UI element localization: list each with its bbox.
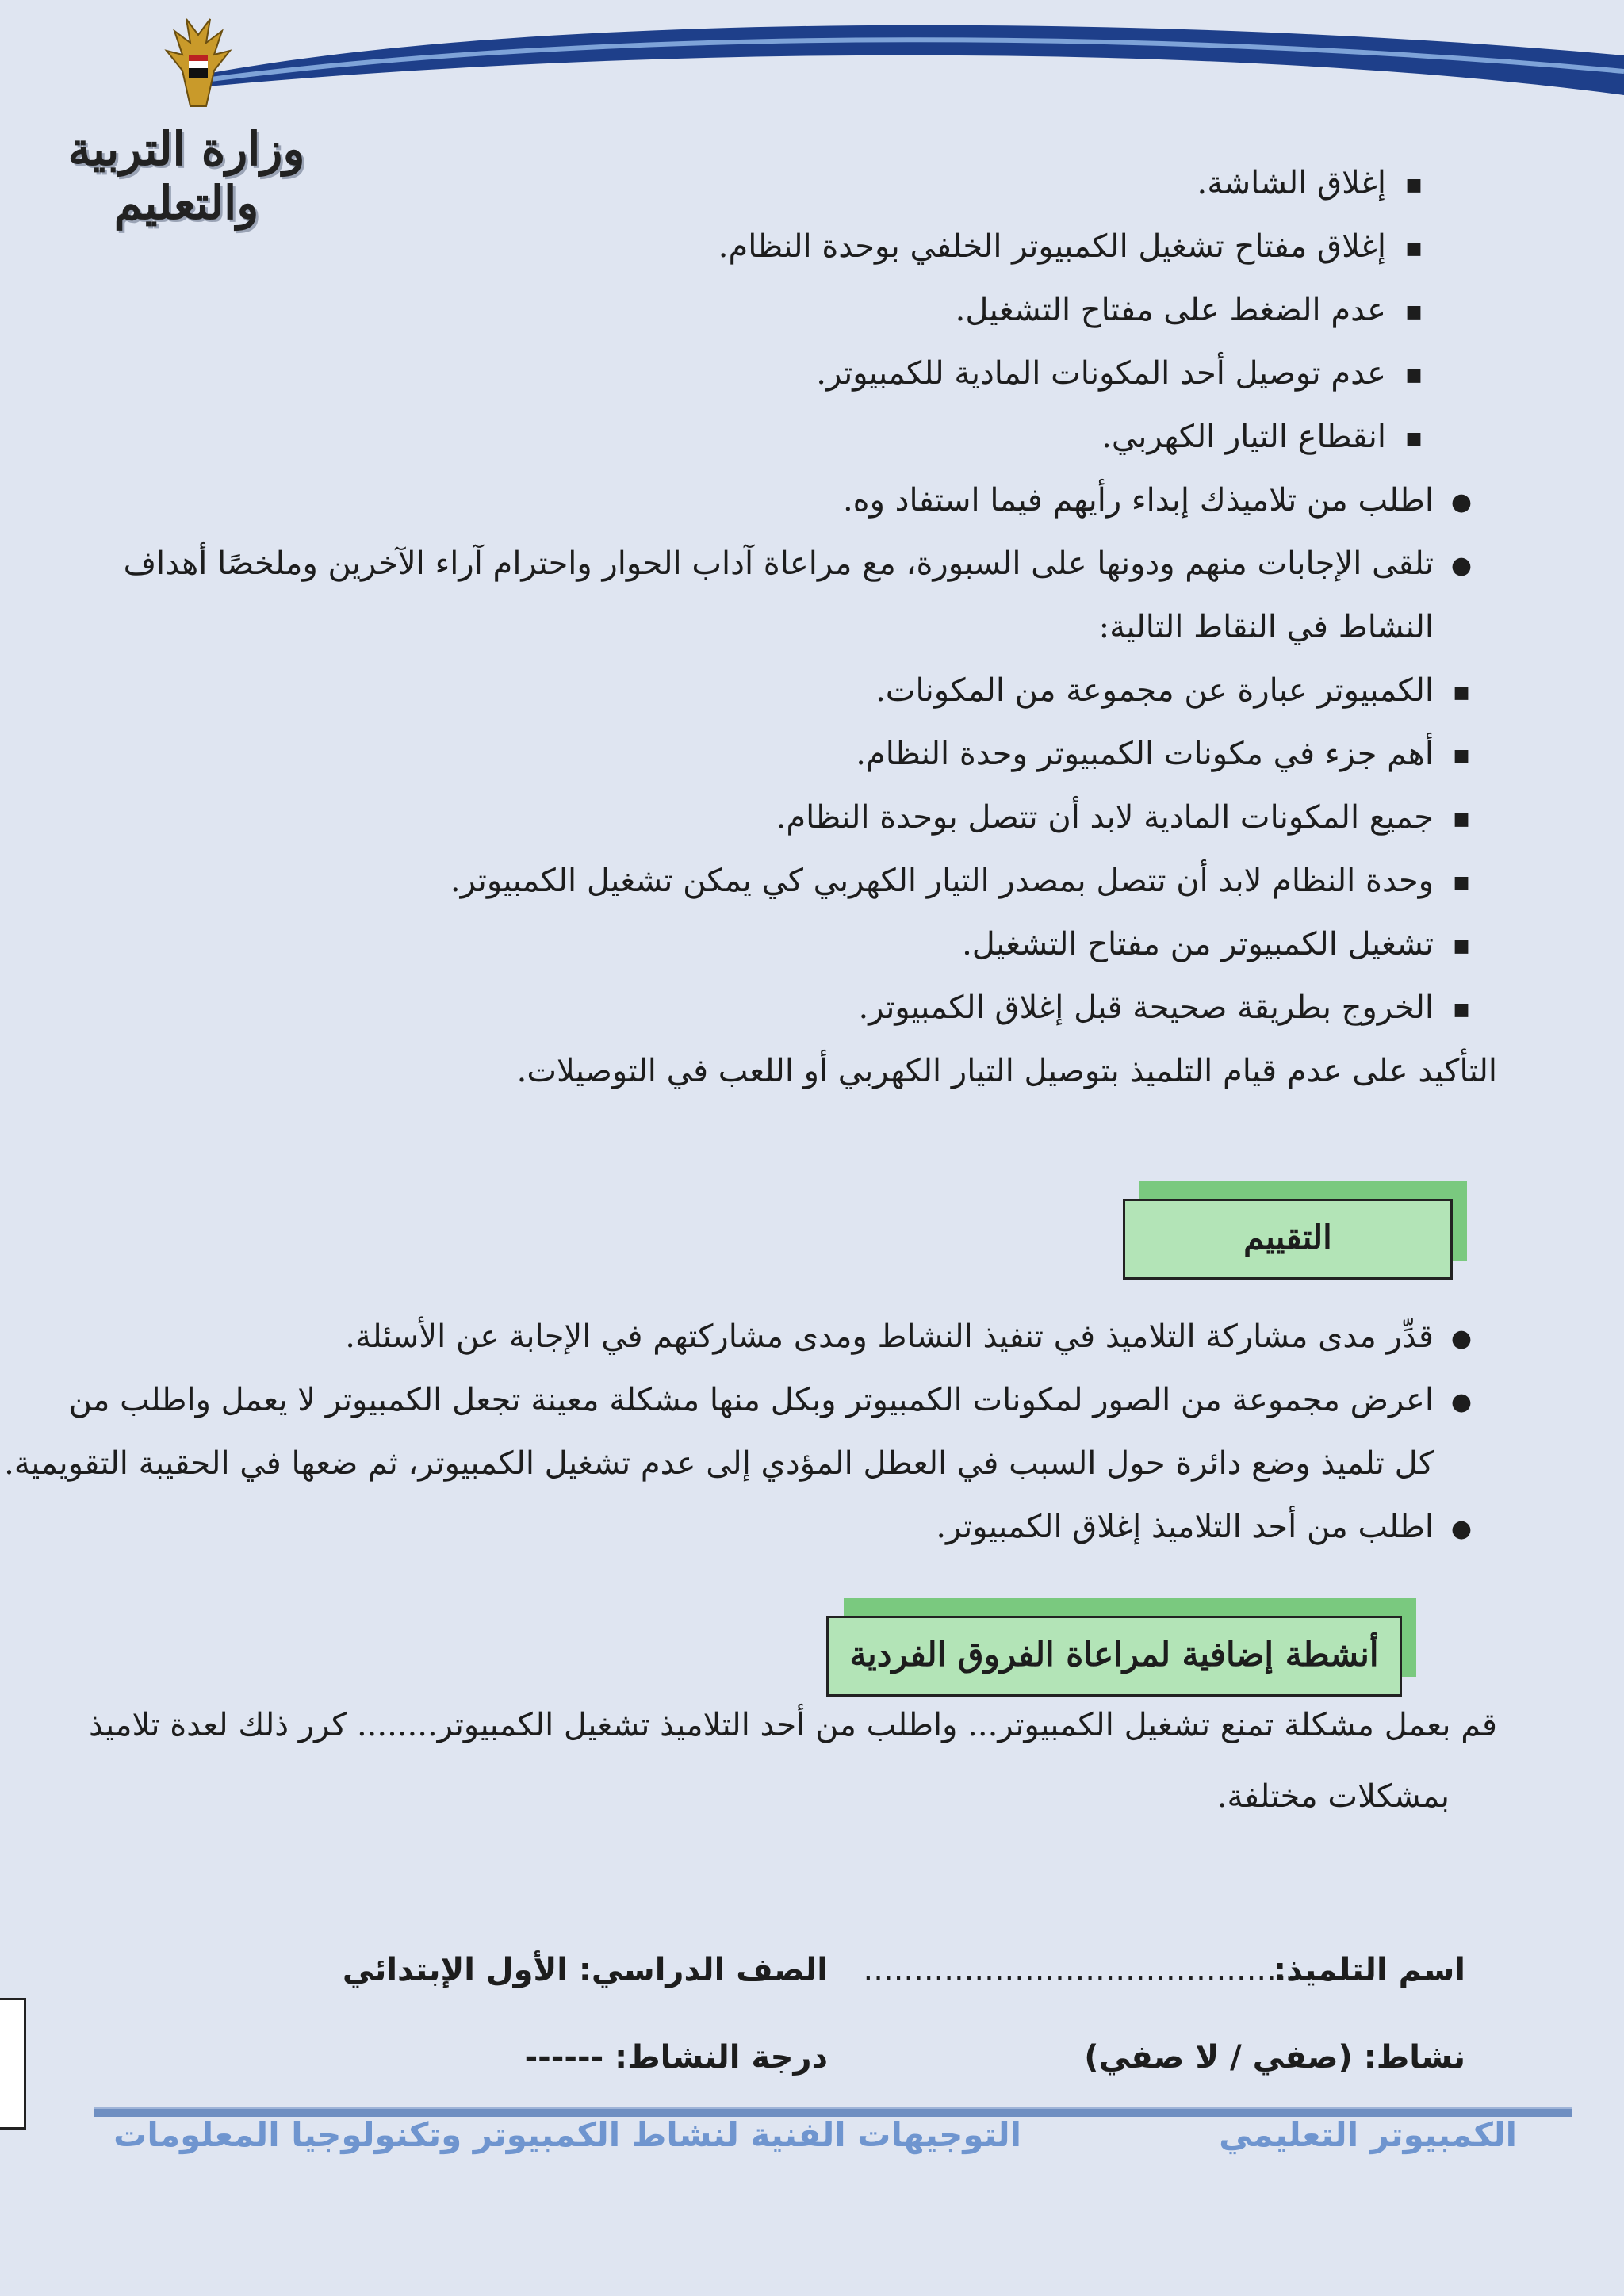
grade-label: الصف الدراسي: الأول الإبتدائي: [342, 1952, 828, 1988]
footer-left-text: التوجيهات الفنية لنشاط الكمبيوتر وتكنولوجيا المعلومات: [113, 2115, 1021, 2154]
list-item: ■أهم جزء في مكونات الكمبيوتر وحدة النظام.: [111, 729, 1489, 781]
list-item: ■عدم الضغط على مفتاح التشغيل.: [111, 285, 1442, 337]
list-item: ●اطلب من أحد التلاميذ إغلاق الكمبيوتر.: [111, 1502, 1489, 1554]
square-bullet-icon: ■: [1405, 175, 1423, 195]
square-bullet-icon: ■: [1453, 1000, 1470, 1020]
list-item: ●اطلب من تلاميذك إبداء رأيهم فيما استفاد وه.: [111, 476, 1489, 527]
activity-type-label: نشاط: (صفي / لا صفي): [1084, 2039, 1465, 2076]
list-item: ■عدم توصيل أحد المكونات المادية للكمبيوتر.: [111, 349, 1442, 400]
list-item: ■تشغيل الكمبيوتر من مفتاح التشغيل.: [111, 920, 1489, 971]
list-item: ■جميع المكونات المادية لابد أن تتصل بوحدة النظام.: [111, 793, 1489, 844]
student-name-field[interactable]: ............................................: [863, 1952, 1307, 1988]
extra-activities-heading: أنشطة إضافية لمراعاة الفروق الفردية: [826, 1616, 1402, 1697]
list-item: ●قدِّر مدى مشاركة التلاميذ في تنفيذ النشاط ومدى مشاركتهم في الإجابة عن الأسئلة.: [111, 1312, 1489, 1364]
round-bullet-icon: ●: [1450, 552, 1473, 580]
square-bullet-icon: ■: [1453, 809, 1470, 829]
list-item: ■إغلاق الشاشة.: [111, 159, 1442, 210]
list-item: ■وحدة النظام لابد أن تتصل بمصدر التيار الكهربي كي يمكن تشغيل الكمبيوتر.: [111, 856, 1489, 908]
list-item: ■إغلاق مفتاح تشغيل الكمبيوتر الخلفي بوحدة النظام.: [111, 222, 1442, 274]
square-bullet-icon: ■: [1453, 873, 1470, 893]
square-bullet-icon: ■: [1453, 936, 1470, 956]
round-bullet-icon: ●: [1450, 1325, 1473, 1353]
round-bullet-icon: ●: [1450, 1515, 1473, 1543]
square-bullet-icon: ■: [1405, 239, 1423, 258]
evaluation-heading: التقييم: [1123, 1199, 1453, 1280]
footer-right-text: الكمبيوتر التعليمي: [1219, 2115, 1517, 2154]
list-item: ■انقطاع التيار الكهربي.: [111, 412, 1442, 464]
square-bullet-icon: ■: [1405, 365, 1423, 385]
ministry-logo-text: وزارة التربية والتعليم: [67, 122, 305, 230]
square-bullet-icon: ■: [1453, 683, 1470, 702]
student-name-label: اسم التلميذ:: [1274, 1952, 1465, 1988]
list-item: ●اعرض مجموعة من الصور لمكونات الكمبيوتر وبكل منها مشكلة معينة تجعل الكمبيوتر لا يعمل واطلب من: [111, 1376, 1489, 1427]
margin-box: [0, 1998, 26, 2130]
list-item-continuation: النشاط في النقاط التالية:: [1098, 609, 1434, 645]
round-bullet-icon: ●: [1450, 1388, 1473, 1416]
list-item-continuation: كل تلميذ وضع دائرة حول السبب في العطل المؤدي إلى عدم تشغيل الكمبيوتر، ثم ضعها في الحقيبة التقويمية.: [4, 1445, 1434, 1482]
square-bullet-icon: ■: [1405, 429, 1423, 449]
note-text: التأكيد على عدم قيام التلميذ بتوصيل التيار الكهربي أو اللعب في التوصيلات.: [516, 1053, 1497, 1089]
list-item: ■الكمبيوتر عبارة عن مجموعة من المكونات.: [111, 666, 1489, 718]
extra-activity-text: بمشكلات مختلفة.: [1216, 1778, 1450, 1815]
activity-score-label: درجة النشاط: ------: [524, 2039, 828, 2076]
square-bullet-icon: ■: [1453, 746, 1470, 766]
square-bullet-icon: ■: [1405, 302, 1423, 322]
list-item: ■الخروج بطريقة صحيحة قبل إغلاق الكمبيوتر.: [111, 983, 1489, 1035]
list-item: ●تلقى الإجابات منهم ودونها على السبورة، مع مراعاة آداب الحوار واحترام آراء الآخرين وملخصًا أهداف: [111, 539, 1489, 591]
round-bullet-icon: ●: [1450, 488, 1473, 516]
extra-activity-text: قم بعمل مشكلة تمنع تشغيل الكمبيوتر... واطلب من أحد التلاميذ تشغيل الكمبيوتر........ كرر ذلك لعدة تلاميذ: [89, 1707, 1497, 1743]
